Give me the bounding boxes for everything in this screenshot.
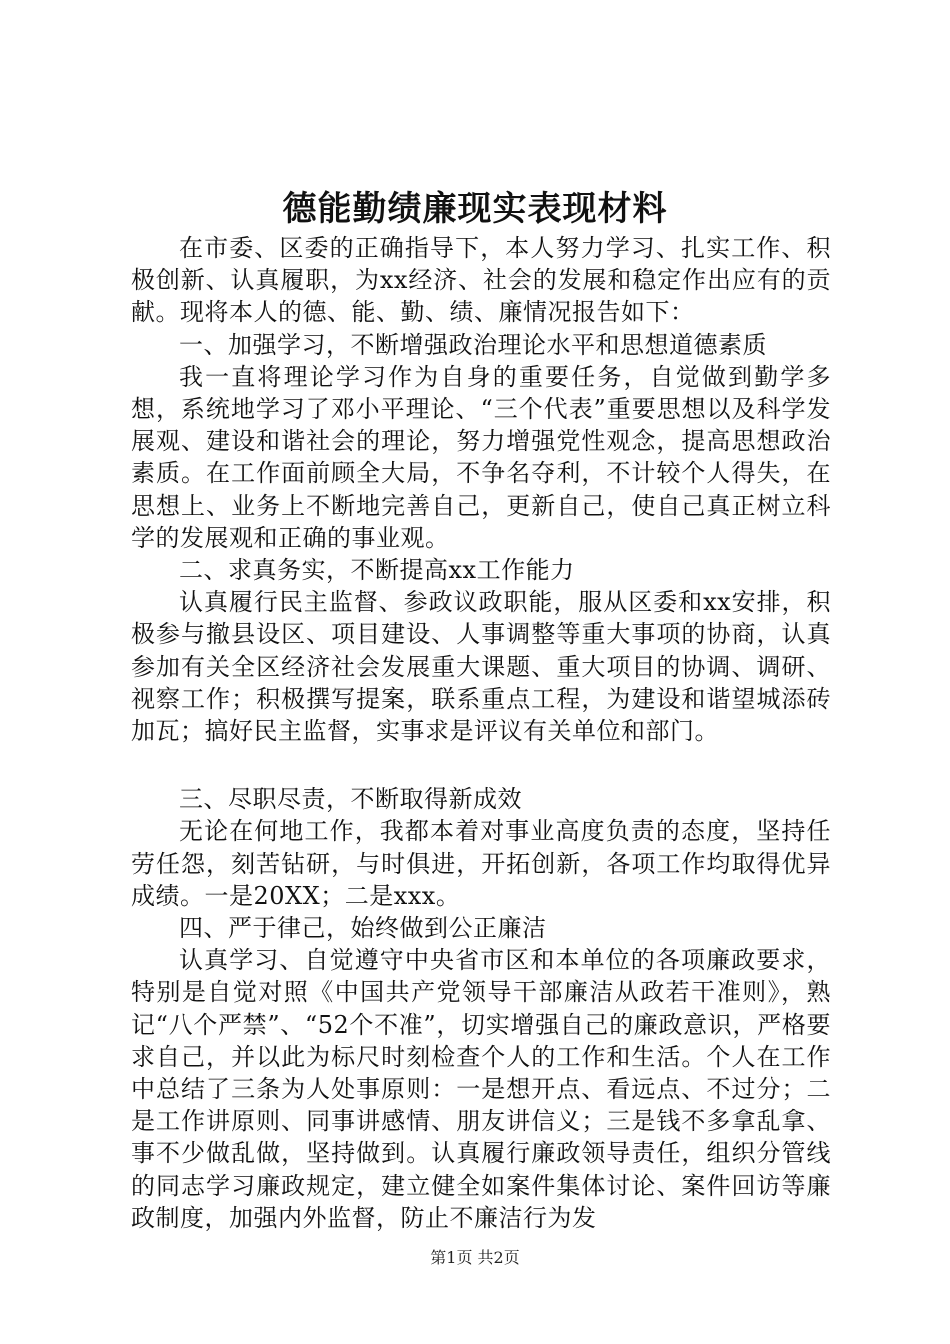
document-title: 德能勤绩廉现实表现材料 — [282, 189, 668, 229]
document-body — [131, 232, 831, 1234]
section-paragraph-4: 认真学习、自觉遵守中央省市区和本单位的各项廉政要求，特别是自觉对照《中国共产党领导干部廉洁从政若干准则》，熟记“八个严禁”、“52个不准”，切实增强自己的廉政意识，严格要求自己，并以此为标尺时刻检查个人的工作和生活。个人在工作中总结了三条为人处事原则：一是想开点、看远点、不过分；二是工作讲原则、同事讲感情、朋友讲信义；三是钱不多拿乱拿、事不少做乱做，坚持做到。认真履行廉政领导责任，组织分管线的同志学习廉政规定，建立健全如案件集体讨论、案件回访等廉政制度，加强内外监督，防止不廉洁行为发 — [131, 946, 831, 1232]
section-paragraph-1: 我一直将理论学习作为自身的重要任务，自觉做到勤学多想，系统地学习了邓小平理论、“三个代表”重要思想以及科学发展观、建设和谐社会的理论，努力增强党性观念，提高思想政治素质。在工作面前顾全大局，不争名夺利，不计较个人得失，在思想上、业务上不断地完善自己，更新自己，使自己真正树立科学的发展观和正确的事业观。 — [131, 362, 831, 552]
section-paragraph-3: 无论在何地工作，我都本着对事业高度负责的态度，坚持任劳任怨，刻苦钻研，与时俱进，开拓创新，各项工作均取得优异成绩。一是20XX；二是xxx。 — [131, 817, 831, 910]
section-heading-2: 二、求真务实，不断提高xx工作能力 — [179, 556, 575, 585]
section-heading-4: 四、严于律己，始终做到公正廉洁 — [179, 914, 547, 943]
section-heading-1: 一、加强学习，不断增强政治理论水平和思想道德素质 — [179, 330, 767, 359]
page-footer: 第1页 共2页 — [430, 1248, 520, 1267]
intro-paragraph: 在市委、区委的正确指导下，本人努力学习、扎实工作、积极创新、认真履职，为xx经济、社会的发展和稳定作出应有的贡献。现将本人的德、能、勤、绩、廉情况报告如下： — [131, 234, 831, 327]
section-heading-3: 三、尽职尽责，不断取得新成效 — [179, 785, 522, 814]
section-paragraph-2: 认真履行民主监督、参政议政职能，服从区委和xx安排，积极参与撤县设区、项目建设、人事调整等重大事项的协商，认真参加有关全区经济社会发展重大课题、重大项目的协调、调研、视察工作；积极撰写提案，联系重点工程，为建设和谐望城添砖加瓦；搞好民主监督，实事求是评议有关单位和部门。 — [131, 588, 831, 746]
